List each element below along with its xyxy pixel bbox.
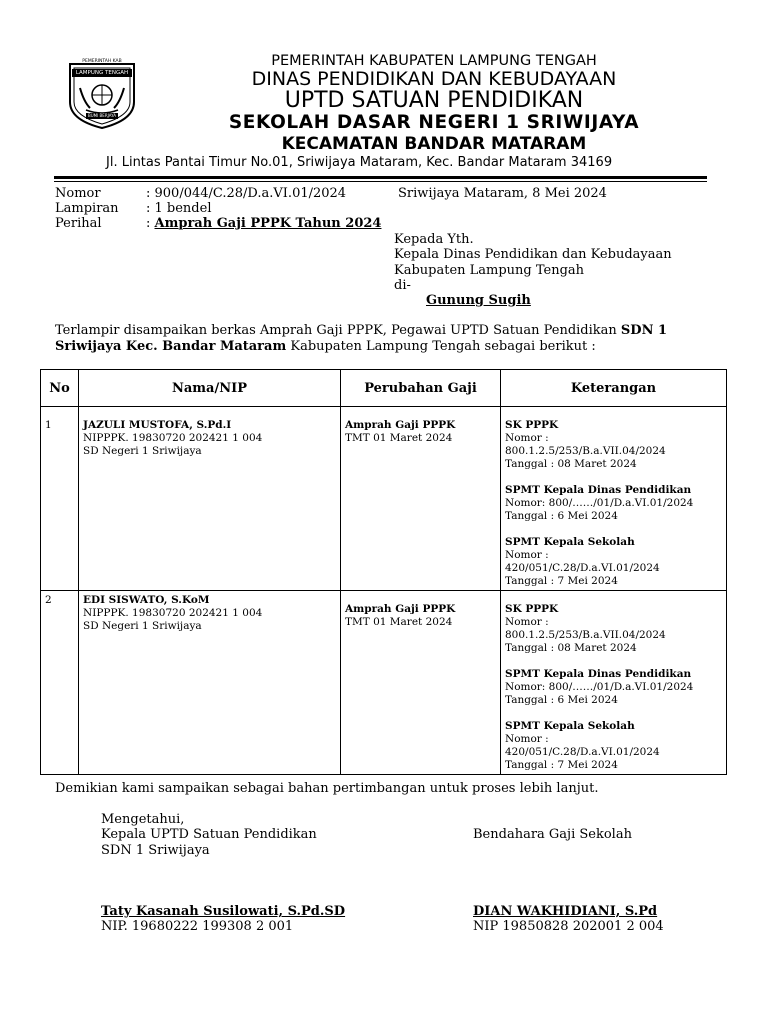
header-rule-thin bbox=[54, 181, 707, 182]
spmt-dinas-title: SPMT Kepala Dinas Pendidikan bbox=[505, 484, 692, 496]
header-rule-thick bbox=[54, 176, 707, 179]
spmt-sekolah-title: SPMT Kepala Sekolah bbox=[505, 536, 635, 548]
sk-nomor: 800.1.2.5/253/B.a.VII.04/2024 bbox=[505, 629, 666, 641]
spmt-sekolah-nomor-label: Nomor : bbox=[505, 549, 549, 561]
logo-banner-text: LAMPUNG TENGAH bbox=[75, 70, 129, 76]
spmt-dinas-title: SPMT Kepala Dinas Pendidikan bbox=[505, 668, 692, 680]
left-signer-nip: NIP. 19680222 199308 2 001 bbox=[101, 919, 294, 934]
spmt-dinas-nomor: Nomor: 800/……/01/D.a.VI.01/2024 bbox=[505, 681, 694, 693]
header-line-government: PEMERINTAH KABUPATEN LAMPUNG TENGAH bbox=[271, 53, 597, 69]
left-signer-name: Taty Kasanah Susilowati, S.Pd.SD bbox=[101, 904, 346, 919]
employee-name: EDI SISWATO, S.KoM bbox=[83, 594, 210, 606]
perihal-label: Perihal bbox=[55, 216, 102, 231]
header-line-unit: UPTD SATUAN PENDIDIKAN bbox=[284, 88, 584, 113]
employee-nip: NIPPPK. 19830720 202421 1 004 bbox=[83, 607, 263, 619]
sk-title: SK PPPK bbox=[505, 419, 559, 431]
spmt-dinas-tanggal: Tanggal : 6 Mei 2024 bbox=[505, 694, 618, 706]
header-address: Jl. Lintas Pantai Timur No.01, Sriwijaya Mataram, Kec. Bandar Mataram 34169 bbox=[106, 155, 613, 170]
change-date: TMT 01 Maret 2024 bbox=[345, 432, 453, 444]
header-line-district: KECAMATAN BANDAR MATARAM bbox=[281, 134, 587, 154]
intro-line-1 bbox=[55, 323, 667, 338]
sk-tanggal: Tanggal : 08 Maret 2024 bbox=[505, 642, 637, 654]
employee-name: JAZULI MUSTOFA, S.Pd.I bbox=[83, 419, 232, 431]
perihal-colon: : bbox=[146, 216, 155, 231]
perihal-line bbox=[146, 216, 381, 231]
place-date: Sriwijaya Mataram, 8 Mei 2024 bbox=[398, 186, 607, 201]
right-signer-name: DIAN WAKHIDIANI, S.Pd bbox=[473, 904, 658, 919]
spmt-sekolah-title: SPMT Kepala Sekolah bbox=[505, 720, 635, 732]
intro-school-1: SDN 1 bbox=[620, 323, 668, 338]
spmt-sekolah-tanggal: Tanggal : 7 Mei 2024 bbox=[505, 575, 618, 587]
table-header-row bbox=[41, 370, 727, 407]
spmt-dinas-nomor: Nomor: 800/……/01/D.a.VI.01/2024 bbox=[505, 497, 694, 509]
spmt-dinas-tanggal: Tanggal : 6 Mei 2024 bbox=[505, 510, 618, 522]
spmt-sekolah-nomor-label: Nomor : bbox=[505, 733, 549, 745]
change-title: Amprah Gaji PPPK bbox=[345, 603, 456, 615]
header-no: No bbox=[41, 370, 79, 407]
sk-nomor-label: Nomor : bbox=[505, 432, 549, 444]
table-row bbox=[41, 407, 727, 591]
table-row bbox=[41, 591, 727, 775]
perihal-value: Amprah Gaji PPPK Tahun 2024 bbox=[154, 216, 382, 231]
recipient-line-3: Kabupaten Lampung Tengah bbox=[394, 263, 585, 278]
row-no: 2 bbox=[45, 594, 52, 606]
sk-nomor-label: Nomor : bbox=[505, 616, 549, 628]
intro-school-2: Sriwijaya Kec. Bandar Mataram bbox=[55, 339, 287, 354]
mengetahui-label: Mengetahui, bbox=[101, 812, 185, 827]
left-signer-title-1: Kepala UPTD Satuan Pendidikan bbox=[101, 827, 317, 842]
header-remarks: Keterangan bbox=[501, 370, 727, 407]
intro-line-2 bbox=[55, 339, 596, 354]
recipient-line-4: di- bbox=[394, 278, 411, 293]
closing-text: Demikian kami sampaikan sebagai bahan pertimbangan untuk proses lebih lanjut. bbox=[55, 781, 599, 796]
nomor-value: : 900/044/C.28/D.a.VI.01/2024 bbox=[146, 186, 347, 201]
spmt-sekolah-nomor: 420/051/C.28/D.a.VI.01/2024 bbox=[505, 562, 660, 574]
recipient-city: Gunung Sugih bbox=[426, 293, 531, 308]
recipient-line-1: Kepada Yth. bbox=[394, 232, 474, 247]
logo-bottom-text: BUMI BERJAYA bbox=[87, 113, 117, 118]
intro-text-1: Terlampir disampaikan berkas Amprah Gaji PPPK, Pegawai UPTD Satuan Pendidikan bbox=[55, 323, 621, 338]
change-date: TMT 01 Maret 2024 bbox=[345, 616, 453, 628]
header-line-school: SEKOLAH DASAR NEGERI 1 SRIWIJAYA bbox=[228, 112, 640, 133]
employee-school: SD Negeri 1 Sriwijaya bbox=[83, 620, 202, 632]
left-signer-title-2: SDN 1 Sriwijaya bbox=[101, 843, 210, 858]
row-no: 1 bbox=[45, 419, 52, 431]
header-name-nip: Nama/NIP bbox=[79, 370, 341, 407]
sk-nomor: 800.1.2.5/253/B.a.VII.04/2024 bbox=[505, 445, 666, 457]
sk-title: SK PPPK bbox=[505, 603, 559, 615]
spmt-sekolah-nomor: 420/051/C.28/D.a.VI.01/2024 bbox=[505, 746, 660, 758]
lampiran-value: : 1 bendel bbox=[146, 201, 212, 216]
spmt-sekolah-tanggal: Tanggal : 7 Mei 2024 bbox=[505, 759, 618, 771]
recipient-line-2: Kepala Dinas Pendidikan dan Kebudayaan bbox=[394, 247, 672, 262]
nomor-label: Nomor bbox=[55, 186, 101, 201]
employee-nip: NIPPPK. 19830720 202421 1 004 bbox=[83, 432, 263, 444]
logo-top-text: PEMERINTAH KAB bbox=[82, 59, 122, 64]
intro-text-2: Kabupaten Lampung Tengah sebagai berikut : bbox=[286, 339, 596, 354]
salary-table bbox=[40, 369, 727, 775]
lampiran-label: Lampiran bbox=[55, 201, 119, 216]
regency-logo bbox=[66, 58, 138, 130]
header-salary-change: Perubahan Gaji bbox=[341, 370, 501, 407]
employee-school: SD Negeri 1 Sriwijaya bbox=[83, 445, 202, 457]
right-signer-title: Bendahara Gaji Sekolah bbox=[473, 827, 632, 842]
change-title: Amprah Gaji PPPK bbox=[345, 419, 456, 431]
header-line-agency: DINAS PENDIDIKAN DAN KEBUDAYAAN bbox=[251, 68, 617, 90]
sk-tanggal: Tanggal : 08 Maret 2024 bbox=[505, 458, 637, 470]
right-signer-nip: NIP 19850828 202001 2 004 bbox=[473, 919, 664, 934]
